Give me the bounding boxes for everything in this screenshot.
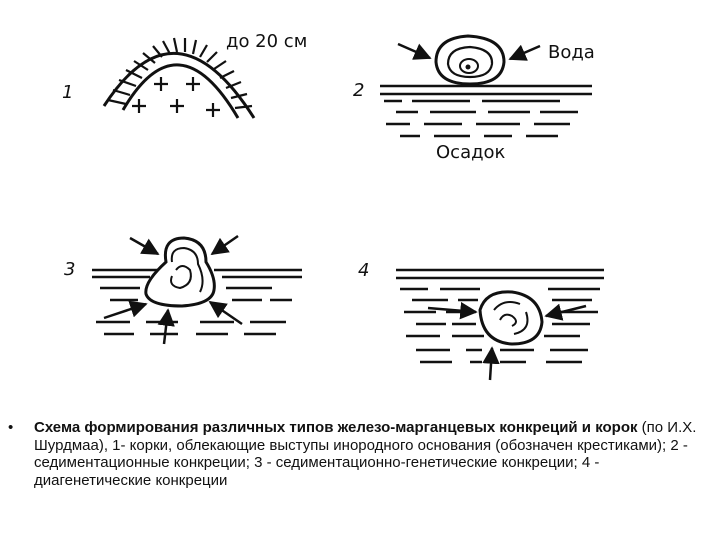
figure-caption [8,419,698,489]
arrow-4-bottom [490,348,492,380]
arrow-3-bottom-center [164,310,168,344]
arrow-3-top-left [130,238,158,254]
crust-inner-arc [123,65,238,118]
caption-title: Схема формирования различных типов железо-марганцевых конкреций и корок [34,419,638,436]
panel-4-label: 4 [358,260,370,281]
panel-4-diagenetic [358,260,604,380]
panel-3-label: 3 [64,259,76,280]
caption-bullet: • [8,419,14,436]
arrow-3-bottom-right [210,302,242,324]
crust-size-annotation: до 20 см [226,31,308,52]
water-arrow-left [398,44,430,58]
arrow-3-top-right [212,236,238,254]
concretion-4-outer [480,292,542,344]
panel-1-crust [62,31,307,118]
panel-2-label: 2 [353,80,365,101]
caption-description: (по И.Х. Шурдмаа), 1- корки, облекающие выступы инородного основания (обозначен крестиками); 2 - седиментационные конкреции; 3 - седиментационно-генетические конкреции; 4 - диагенетические конкреции [34,419,697,489]
panel-2-sedimentation [353,36,595,163]
caption-text [34,419,698,489]
foreign-base-crosses [132,77,220,117]
arrow-3-bottom-left [104,304,146,318]
panel-3-sedimentation-genetic [64,236,302,344]
water-arrow-right [510,46,540,59]
sediment-lines-2 [380,86,592,136]
concretion-2-nucleus [466,65,471,70]
water-annotation: Вода [548,42,595,63]
sediment-annotation: Осадок [436,142,506,163]
panel-1-label: 1 [62,82,74,103]
